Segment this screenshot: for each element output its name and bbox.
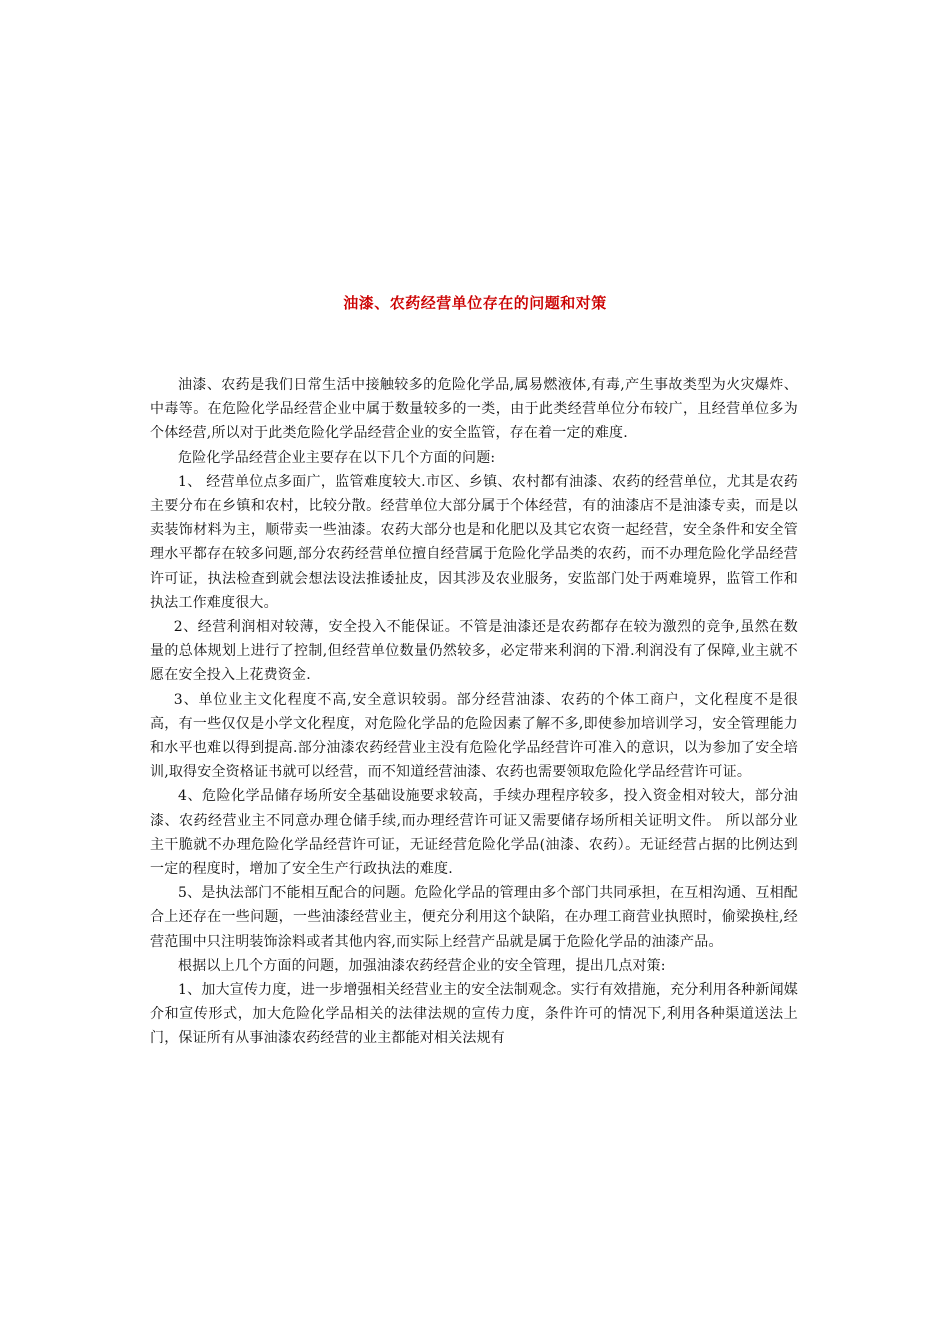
document-title: 油漆、农药经营单位存在的问题和对策	[343, 294, 607, 312]
paragraph-intro: 油漆、农药是我们日常生活中接触较多的危险化学品,属易燃液体,有毒,产生事故类型为火灾爆炸、中毒等。在危险化学品经营企业中属于数量较多的一类，由于此类经营单位分布较广，且经营单位多为个体经营,所以对于此类危险化学品经营企业的安全监管，存在着一定的难度.	[150, 377, 798, 442]
paragraph-problem-5: 5、是执法部门不能相互配合的问题。危险化学品的管理由多个部门共同承担，在互相沟通、互相配合上还存在一些问题，一些油漆经营业主，便充分利用这个缺陷，在办理工商营业执照时，偷梁换柱,经营范围中只注明装饰涂料或者其他内容,而实际上经营产品就是属于危险化学品的油漆产品。	[150, 885, 798, 950]
paragraph-problem-2: 2、经营利润相对较薄，安全投入不能保证。不管是油漆还是农药都存在较为激烈的竞争,虽然在数量的总体规划上进行了控制,但经营单位数量仍然较多，必定带来利润的下滑.利润没有了保障,业主就不愿在安全投入上花费资金.	[150, 619, 798, 684]
paragraph-measures-heading: 根据以上几个方面的问题，加强油漆农药经营企业的安全管理，提出几点对策:	[178, 957, 666, 974]
paragraph-measure-1: 1、加大宣传力度，进一步增强相关经营业主的安全法制观念。实行有效措施，充分利用各种新闻媒介和宣传形式，加大危险化学品相关的法律法规的宣传力度，条件许可的情况下,利用各种渠道送法上门，保证所有从事油漆农药经营的业主都能对相关法规有	[150, 982, 798, 1047]
document-body	[150, 373, 798, 1051]
paragraph-problems-heading: 危险化学品经营企业主要存在以下几个方面的问题:	[178, 449, 496, 466]
paragraph-problem-4: 4、危险化学品储存场所安全基础设施要求较高，手续办理程序较多，投入资金相对较大，部分油漆、农药经营业主不同意办理仓储手续,而办理经营许可证又需要储存场所相关证明文件。 所以部分业主干脆就不办理危险化学品经营许可证，无证经营危险化学品(油漆、农药）。无证经营占据的比例达到一定的程度时，增加了安全生产行政执法的难度.	[150, 788, 798, 878]
paragraph-problem-3: 3、单位业主文化程度不高,安全意识较弱。部分经营油漆、农药的个体工商户，文化程度不是很高，有一些仅仅是小学文化程度，对危险化学品的危险因素了解不多,即使参加培训学习，安全管理能力和水平也难以得到提高.部分油漆农药经营业主没有危险化学品经营许可准入的意识，以为参加了安全培训,取得安全资格证书就可以经营，而不知道经营油漆、农药也需要领取危险化学品经营许可证。	[150, 691, 798, 781]
paragraph-problem-1: 1、 经营单位点多面广，监管难度较大.市区、乡镇、农村都有油漆、农药的经营单位，尤其是农药主要分布在乡镇和农村，比较分散。经营单位大部分属于个体经营，有的油漆店不是油漆专卖，而是以卖装饰材料为主，顺带卖一些油漆。农药大部分也是和化肥以及其它农资一起经营，安全条件和安全管理水平都存在较多问题,部分农药经营单位擅自经营属于危险化学品类的农药，而不办理危险化学品经营许可证，执法检查到就会想法设法推诿扯皮，因其涉及农业服务，安监部门处于两难境界，监管工作和执法工作难度很大。	[150, 473, 798, 611]
